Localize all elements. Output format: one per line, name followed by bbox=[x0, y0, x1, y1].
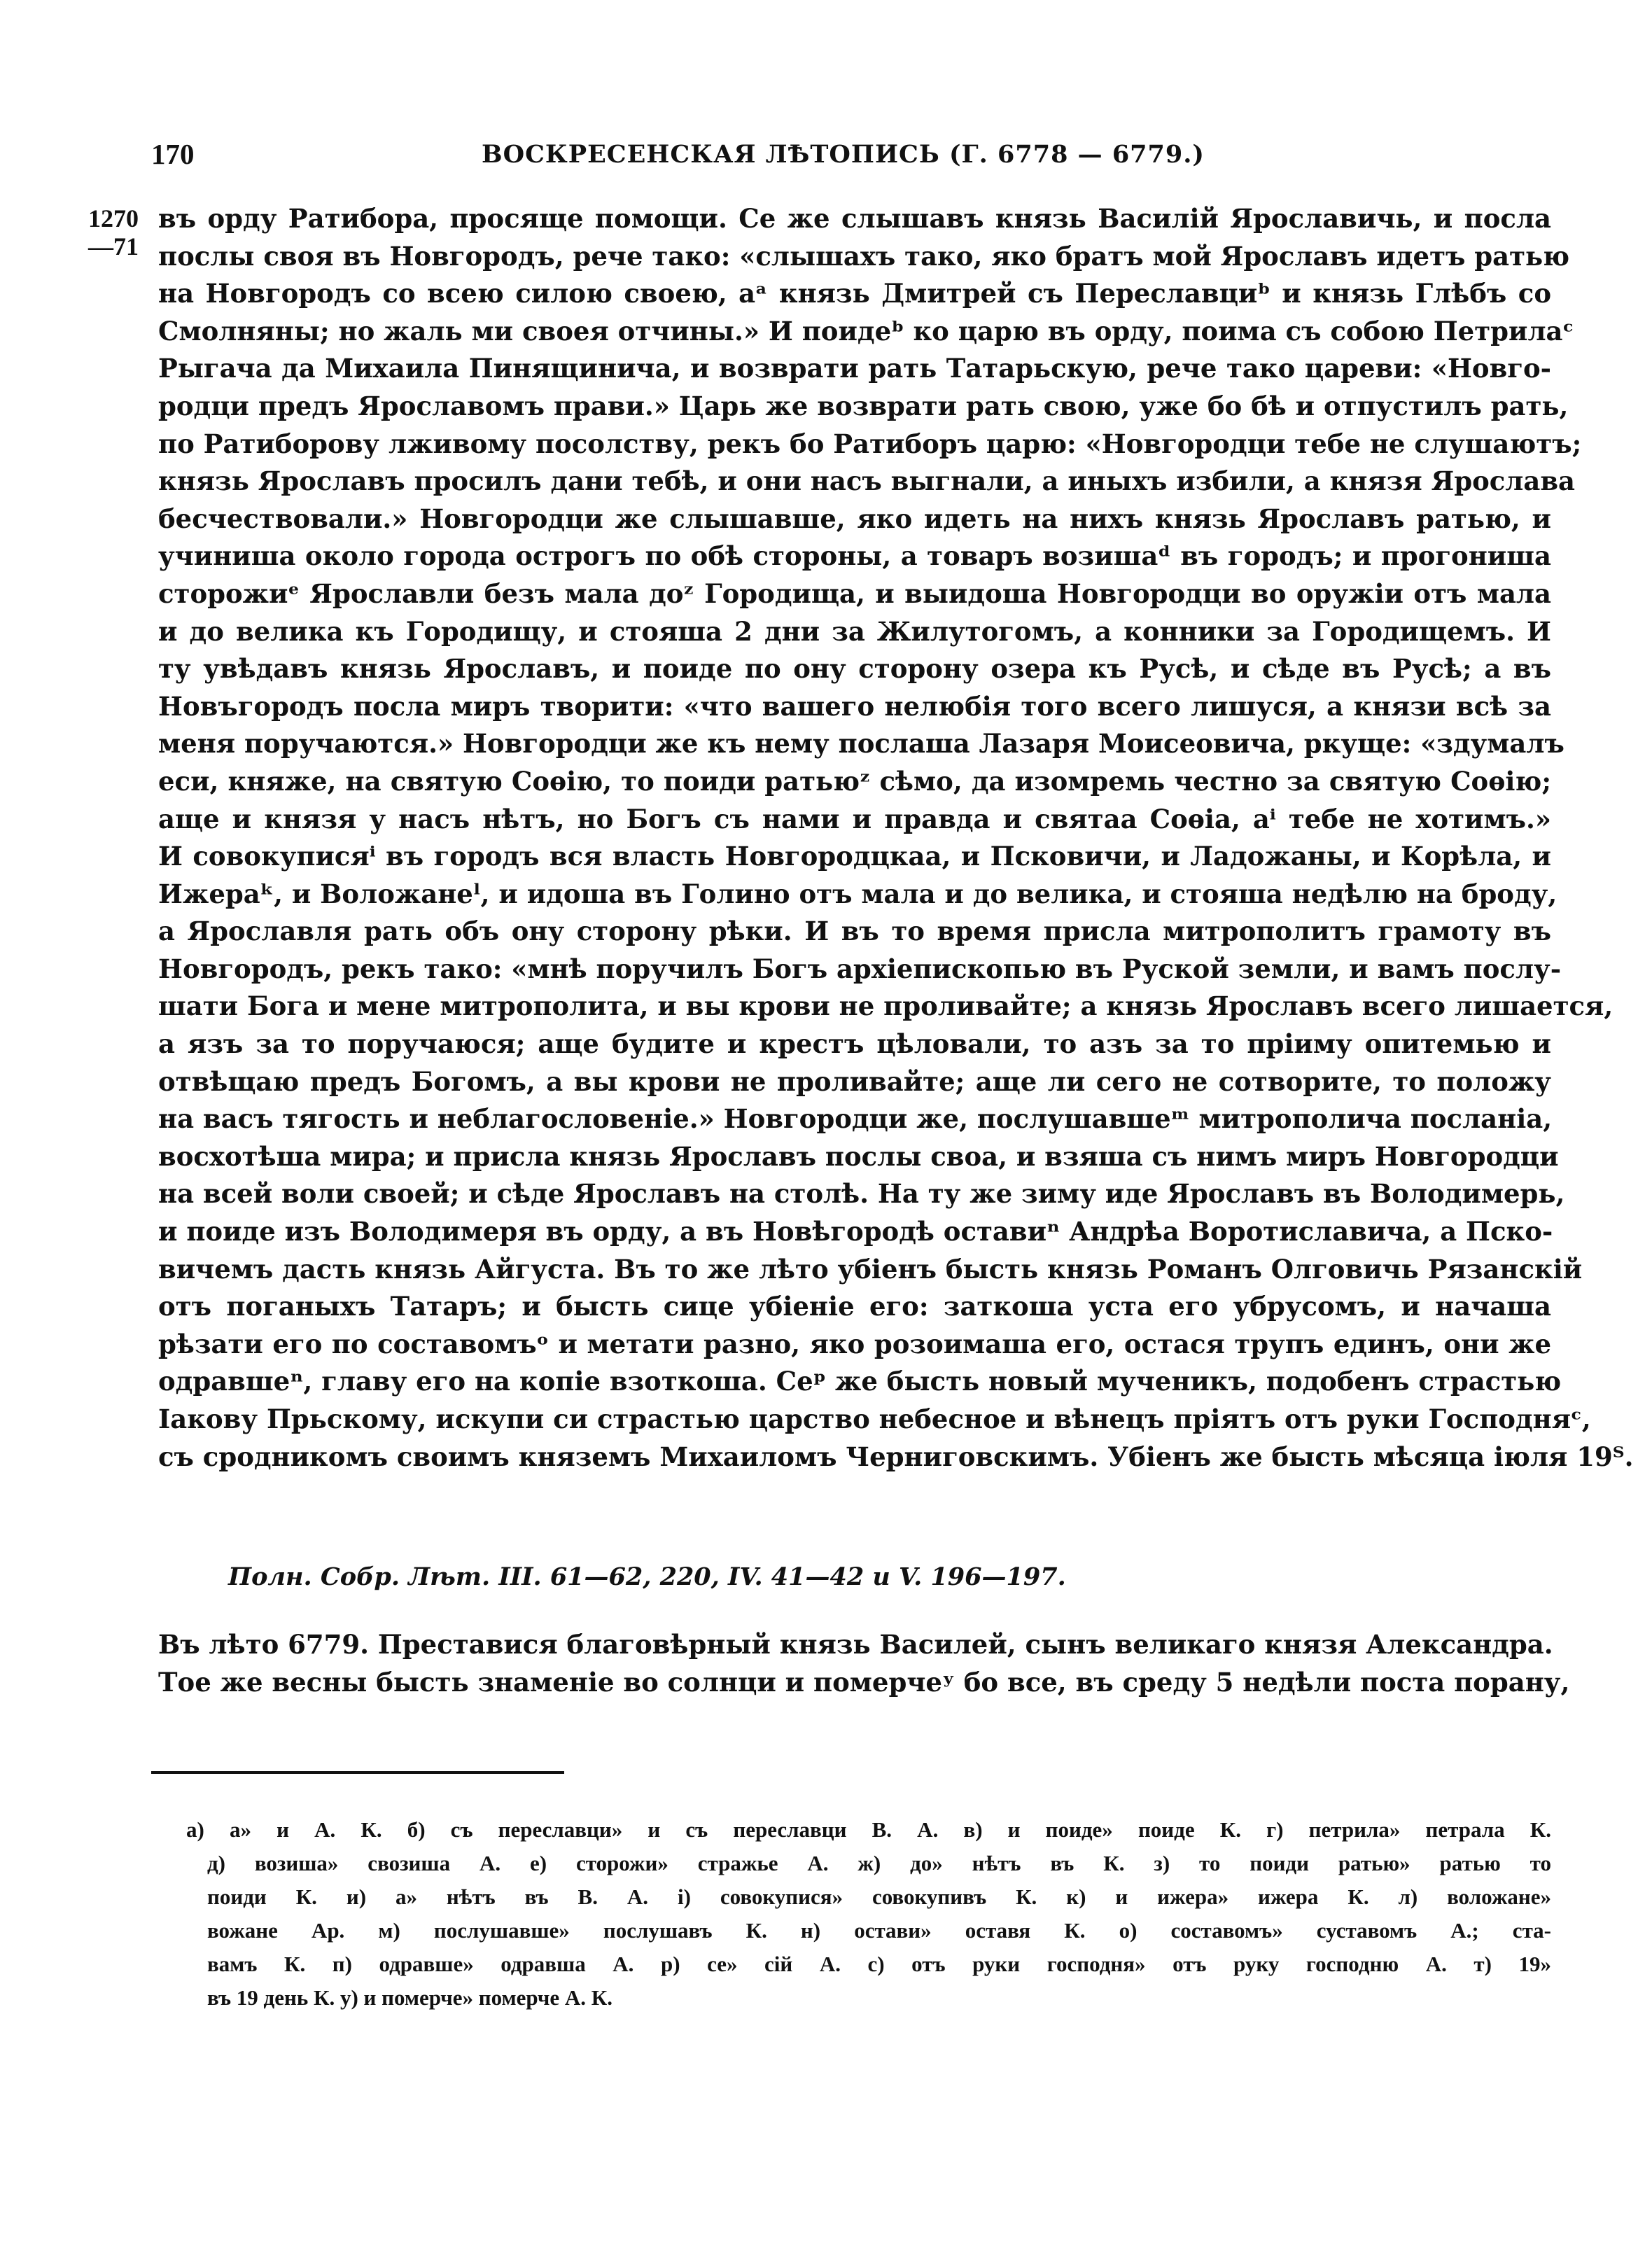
chronicle-text bbox=[158, 200, 1634, 1476]
text-line: Іакову Прьскому, искупи си страстью царство небесное и вѣнецъ пріятъ отъ руки Господняᶜ, bbox=[158, 1404, 1591, 1434]
text-line: меня поручаются.» Новгородци же къ нему послаша Лазаря Моисеовича, ркуще: «здумалъ bbox=[158, 728, 1564, 760]
text-line: одравшеⁿ, главу его на копіе взоткоша. Сеᵖ же бысть новый мученикъ, подобенъ страстью bbox=[158, 1366, 1562, 1397]
text-line: князь Ярославъ просилъ дани тебѣ, и они насъ выгнали, а иныхъ избили, а князя Ярослава bbox=[158, 466, 1576, 497]
text-line: а Ярославля рать объ ону сторону рѣки. И въ то время присла митрополитъ грамоту въ bbox=[158, 916, 1551, 947]
text-line: въ орду Ратибора, просяще помощи. Се же слышавъ князь Василій Ярославичь, и посла bbox=[158, 203, 1551, 234]
text-line: вичемъ дасть князь Айгуста. Въ то же лѣто убіенъ бысть князь Романъ Олговичь Рязанскій bbox=[158, 1253, 1583, 1285]
text-line: Новъгородъ посла миръ творити: «что вашего нелюбія того всего лишуся, а князи всѣ за bbox=[158, 690, 1551, 722]
footnote-line: въ 19 день К. у) и померче» померче А. К. bbox=[207, 1985, 612, 2010]
page-header bbox=[151, 137, 1544, 186]
running-title: ВОСКРЕСЕНСКАЯ ЛѢТОПИСЬ (Г. 6778 — 6779.) bbox=[482, 140, 1205, 169]
page-number: 170 bbox=[151, 138, 195, 170]
text-line: Рыгача да Михаила Пинящинича, и возврати рать Татарьскую, рече тако цареви: «Новго- bbox=[158, 353, 1551, 384]
text-line: ту увѣдавъ князь Ярославъ, и поиде по ону сторону озера къ Русѣ, и сѣде въ Русѣ; а въ bbox=[158, 653, 1551, 685]
text-line: аще и князя у насъ нѣтъ, но Богъ съ нами и правда и святаа Соѳіа, аⁱ тебе не хотимъ.» bbox=[158, 803, 1551, 834]
footnote-line: д) возиша» свозиша А. е) сторожи» стражье А. ж) до» нѣтъ въ К. з) то поиди ратью» ратью то bbox=[207, 1851, 1551, 1875]
text-line: еси, княже, на святую Соѳію, то поиди ратьюᶻ сѣмо, да изомремь честно за святую Соѳію; bbox=[158, 765, 1551, 797]
text-line: Въ лѣто 6779. Преставися благовѣрный князь Василей, сынъ великаго князя Александра. bbox=[158, 1629, 1553, 1660]
footnote-line: вожане Ар. м) послушавше» послушавъ К. н) остави» оставя К. о) составомъ» суставомъ А.; ста- bbox=[207, 1918, 1551, 1943]
text-line: на Новгородъ со всею силою своею, аᵃ князь Дмитрей съ Переславциᵇ и князь Глѣбъ со bbox=[158, 278, 1551, 309]
text-line: по Ратиборову лживому посолству, рекъ бо Ратиборъ царю: «Новгородци тебе не слушаютъ; bbox=[158, 428, 1582, 459]
text-line: учиниша около города острогъ по обѣ стороны, а товаръ возишаᵈ въ городъ; и прогониша bbox=[158, 540, 1551, 572]
text-line: отвѣщаю предъ Богомъ, а вы крови не проливайте; аще ли сего не сотворите, то положу bbox=[158, 1065, 1551, 1097]
next-year-entry bbox=[158, 1625, 1570, 1701]
text-line: а язъ за то поручаюся; аще будите и крестъ цѣловали, то азъ за то пріиму опитемью и bbox=[158, 1028, 1551, 1060]
footnotes bbox=[186, 1813, 1551, 2015]
text-line: Смолняны; но жаль ми своея отчины.» И поидеᵇ ко царю въ орду, поима съ собою Петрилаᶜ bbox=[158, 315, 1574, 347]
text-line: бесчествовали.» Новгородци же слышавше, яко идеть на нихъ князь Ярославъ ратью, и bbox=[158, 503, 1551, 534]
source-reference: Полн. Собр. Лѣт. III. 61—62, 220, IV. 41—42 и V. 196—197. bbox=[228, 1562, 1066, 1591]
text-line: Новгородъ, рекъ тако: «мнѣ поручилъ Богъ архіепископью въ Руской земли, и вамъ послу- bbox=[158, 953, 1562, 984]
text-line: шати Бога и мене митрополита, и вы крови не проливайте; а князь Ярославъ всего лишается, bbox=[158, 991, 1614, 1022]
footnote-line: поиди К. и) а» нѣтъ въ В. А. і) совокупися» совокупивъ К. к) и ижера» ижера К. л) воложане» bbox=[207, 1884, 1551, 1909]
text-line: Ижераᵏ, и Воложанеˡ, и идоша въ Голино отъ мала и до велика, и стояша недѣлю на броду, bbox=[158, 878, 1558, 909]
text-line: послы своя въ Новгородъ, рече тако: «слышахъ тако, яко братъ мой Ярославъ идетъ ратью bbox=[158, 240, 1570, 272]
text-line: съ сродникомъ своимъ княземъ Михаиломъ Черниговскимъ. Убіенъ же бысть мѣсяца іюля 19ᵀ. bbox=[158, 1441, 1634, 1472]
text-line: рѣзати его по составомъᵒ и метати разно, яко розоимаша его, остася трупъ единъ, они же bbox=[158, 1328, 1551, 1359]
text-line: Тое же весны бысть знаменіе во солнци и померчеʸ бо все, въ среду 5 недѣли поста порану, bbox=[158, 1667, 1570, 1698]
margin-year-end: —71 bbox=[88, 232, 139, 260]
text-line: сторожиᵉ Ярославли безъ мала доᶻ Городища, и выидоша Новгородци во оружіи отъ мала bbox=[158, 578, 1551, 609]
footnote-line: вамъ К. п) одравше» одравша А. р) се» сій А. с) отъ руки господня» отъ руку господню А. т) 19» bbox=[207, 1952, 1551, 1976]
text-line: родци предъ Ярославомъ прави.» Царь же возврати рать свою, уже бо бѣ и отпустилъ рать, bbox=[158, 390, 1569, 421]
text-line: на всей воли своей; и сѣде Ярославъ на столѣ. На ту же зиму иде Ярославъ въ Володимерь, bbox=[158, 1178, 1565, 1210]
text-line: на васъ тягость и неблагословеніе.» Новгородци же, послушавшеᵐ митрополича посланіа, bbox=[158, 1103, 1553, 1135]
text-line: и до велика къ Городищу, и стояша 2 дни за Жилутогомъ, а конники за Городищемъ. И bbox=[158, 615, 1551, 647]
footnote-line: а) а» и А. К. б) съ переславци» и съ переславци В. А. в) и поиде» поиде К. г) петрила» петрала К. bbox=[186, 1817, 1551, 1842]
year-margin-note bbox=[88, 204, 158, 260]
text-line: восхотѣша мира; и присла князь Ярославъ послы своа, и взяша съ нимъ миръ Новгородци bbox=[158, 1140, 1559, 1172]
text-line: отъ поганыхъ Татаръ; и бысть сице убіеніе его: заткоша уста его убрусомъ, и начаша bbox=[158, 1291, 1551, 1322]
margin-year-start: 1270 bbox=[88, 204, 139, 232]
text-line: и поиде изъ Володимеря въ орду, а въ Новѣгородѣ оставиⁿ Андрѣа Воротиславича, а Пско- bbox=[158, 1216, 1553, 1247]
footnote-divider bbox=[151, 1771, 564, 1774]
text-line: И совокуписяⁱ въ городъ вся власть Новгородцкаа, и Псковичи, и Ладожаны, и Корѣла, и bbox=[158, 841, 1551, 872]
